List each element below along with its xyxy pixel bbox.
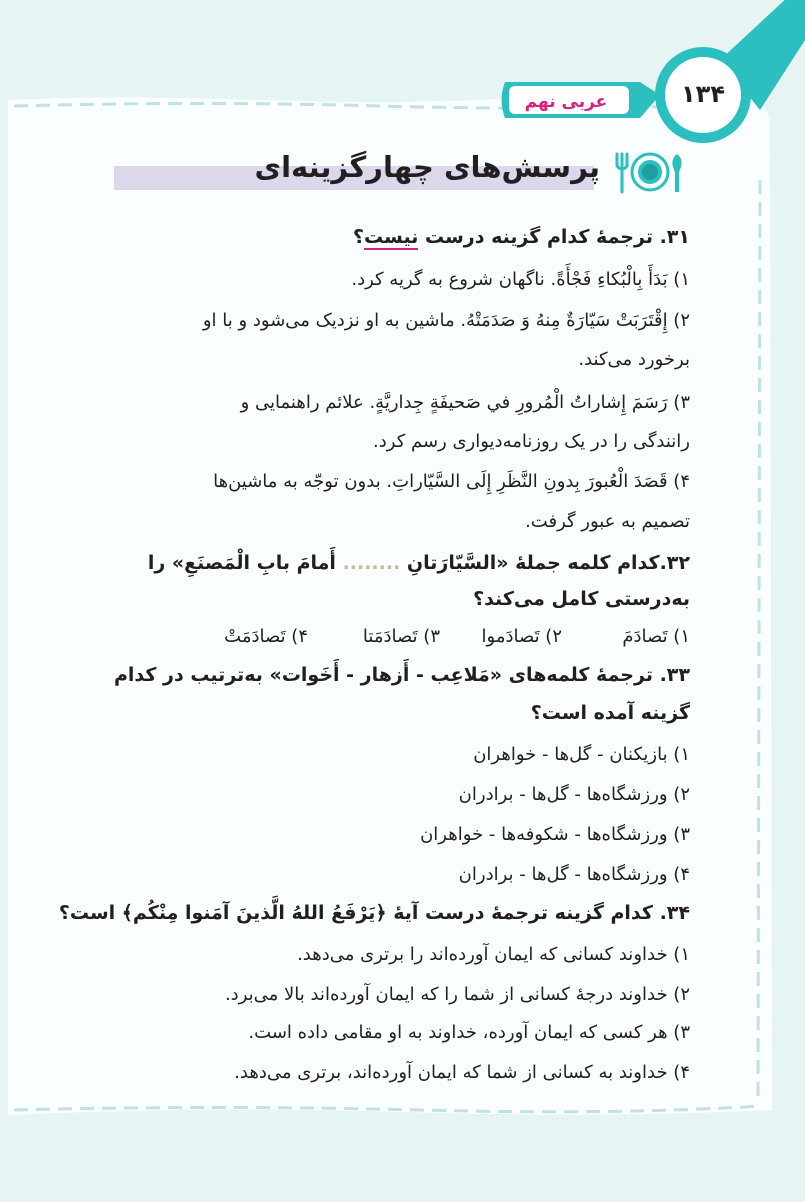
question-number: ۳۱. (659, 226, 690, 248)
question-32-stem-cont: به‌درستی کامل می‌کند؟ (473, 588, 690, 610)
question-33-option-3: ۳) ورزشگاه‌ها - شکوفه‌ها - خواهران (420, 824, 690, 845)
question-32-option-3: ۳) تَصادَمَتا (362, 626, 440, 647)
question-32-option-4: ۴) تَصادَمَتْ (224, 626, 308, 647)
book-title: عربی نهم (524, 92, 608, 112)
question-34-option-2: ۲) خداوند درجهٔ کسانی از شما را که ایمان آورده‌اند بالا می‌برد. (224, 984, 690, 1005)
question-31-stem: ۳۱. ترجمهٔ کدام گزینه درست نیست؟ (352, 226, 690, 248)
question-number: ۳۲. (659, 552, 690, 574)
question-31-option-2: ۲) إِقْتَرَبَتْ سَیّارَةٌ مِنهُ وَ صَدَمَتْهُ. ماشین به او نزدیک می‌شود و با او (202, 310, 690, 331)
question-31-option-3: ۳) رَسَمَ إِشاراتُ الْمُرورِ في صَحیفَةٍ جِداریَّةٍ. علائم راهنمایی و (240, 392, 690, 413)
question-33-stem: ۳۳. ترجمهٔ کلمه‌های «مَلاعِب - أَزهار - أَخَوات» به‌ترتیب در کدام (113, 664, 690, 686)
question-32-options (60, 622, 690, 652)
page-tab-ribbon (0, 0, 805, 260)
question-number: ۳۳. (659, 664, 690, 686)
question-32-stem: ۳۲.کدام کلمه جملهٔ «السَّیّارَتانِ ........ أَمامَ بابِ الْمَصنَعِ» را (147, 552, 690, 574)
section-title: پرسش‌های چهارگزینه‌ای (254, 150, 600, 184)
question-number: ۳۴. (659, 902, 690, 924)
question-33-option-1: ۱) بازیکنان - گل‌ها - خواهران (473, 744, 690, 765)
question-33-option-2: ۲) ورزشگاه‌ها - گل‌ها - برادران (458, 784, 690, 805)
blank-dots: ........ (342, 552, 401, 574)
question-31-option-4: ۴) قَصَدَ الْعُبورَ بِدونِ النَّظَرِ إِلَی السَّیّاراتِ. بدون توجّه به ماشین‌ها (213, 471, 690, 492)
emphasis-word: نیست (364, 226, 419, 248)
question-34-option-1: ۱) خداوند کسانی که ایمان آورده‌اند را برتری می‌دهد. (297, 944, 690, 965)
question-31-option-2-cont: برخورد می‌کند. (578, 349, 690, 370)
question-34-option-3: ۳) هر کسی که ایمان آورده، خداوند به او مقامی داده است. (248, 1022, 690, 1043)
question-31-option-4-cont: تصمیم به عبور گرفت. (525, 511, 690, 532)
page-number: ۱۳۴ (681, 80, 725, 108)
question-31-option-1: ۱) بَدَأَ بِالْبُکاءِ فَجْأَةً. ناگهان شروع به گریه کرد. (351, 269, 690, 290)
question-32-option-2: ۲) تَصادَموا (481, 626, 562, 647)
question-32-option-1: ۱) تَصادَمَ (622, 626, 690, 647)
question-31-option-3-cont: رانندگی را در یک روزنامه‌دیواری رسم کرد. (373, 431, 690, 452)
plate-fork-knife-icon (605, 150, 685, 196)
question-33-option-4: ۴) ورزشگاه‌ها - گل‌ها - برادران (458, 864, 690, 885)
question-33-stem-cont: گزینه آمده است؟ (530, 702, 690, 724)
question-34-option-4: ۴) خداوند به کسانی از شما که ایمان آورده‌اند، برتری می‌دهد. (234, 1062, 690, 1083)
question-34-stem: ۳۴. کدام گزینه ترجمهٔ درست آیهٔ ﴿یَرْفَعُ اللهُ الَّذینَ آمَنوا مِنْکُم﴾ است؟ (58, 902, 690, 924)
